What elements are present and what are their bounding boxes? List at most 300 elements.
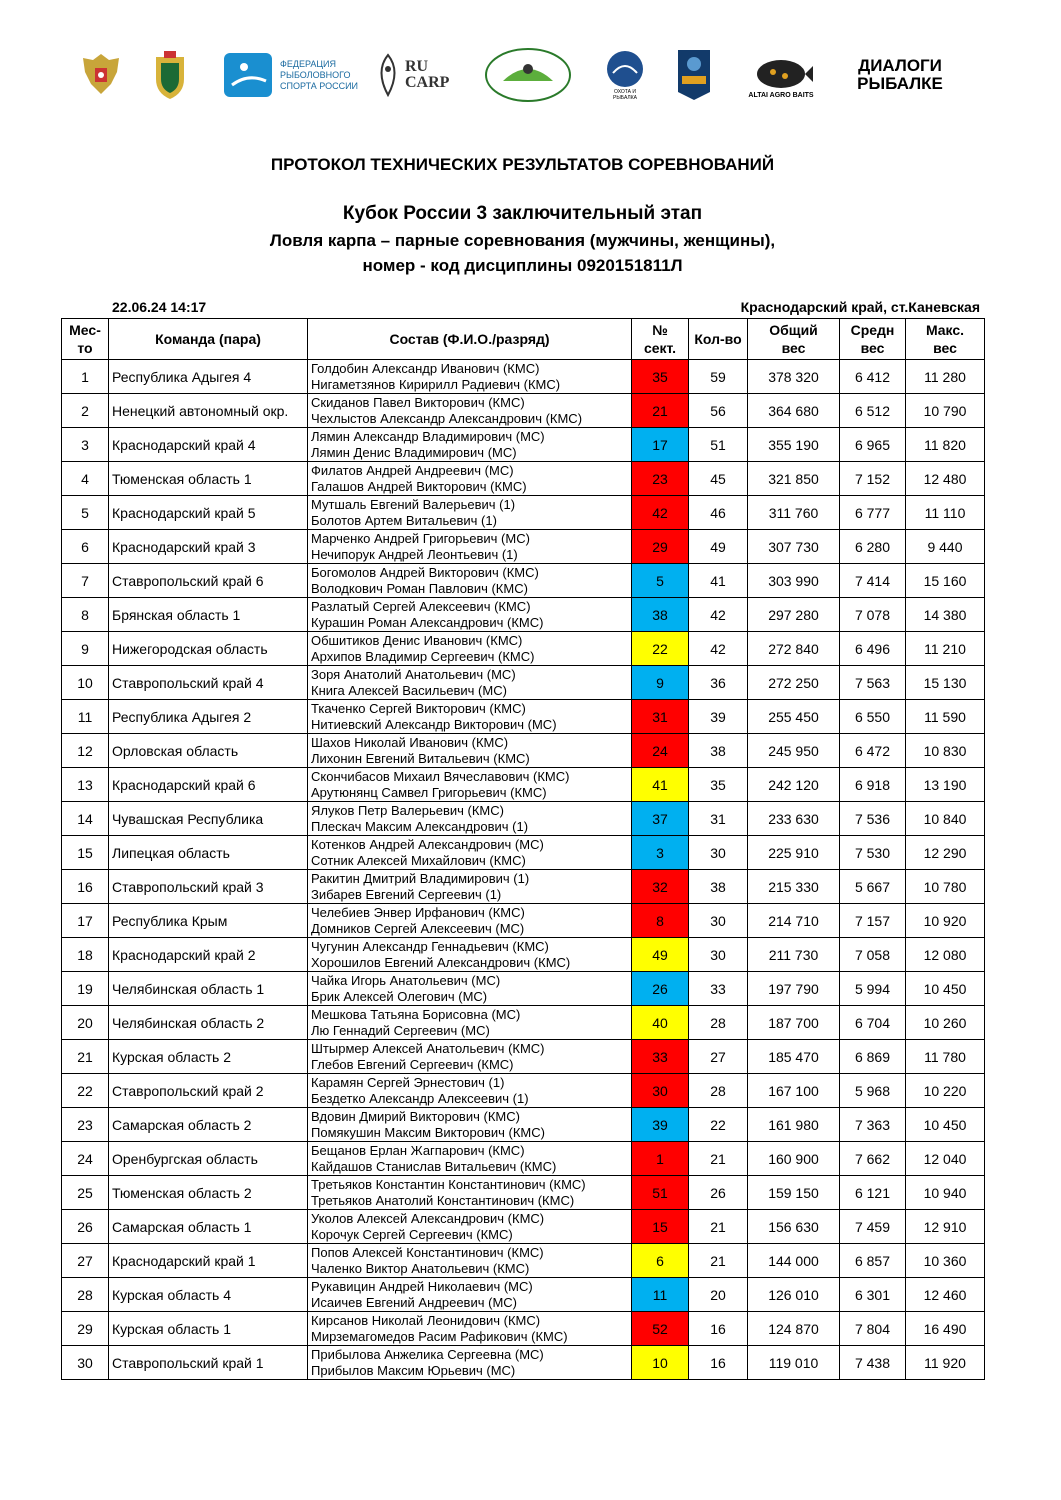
table-row: [62, 1210, 985, 1244]
total-weight-cell: 364 680: [748, 394, 840, 428]
place-cell: 23: [62, 1108, 109, 1142]
roster-cell: [308, 904, 632, 938]
header-team: Команда (пара): [109, 319, 308, 360]
protocol-datetime: 22.06.24 14:17: [112, 299, 207, 315]
member-2: Володкович Роман Павлович (КМС): [311, 580, 528, 596]
member-1: Лямин Александр Владимирович (МС): [311, 428, 545, 444]
member-1: Разлатый Сергей Алексеевич (КМС): [311, 598, 531, 614]
table-row: [62, 1176, 985, 1210]
member-1: Филатов Андрей Андреевич (МС): [311, 462, 514, 478]
roster-cell: [308, 1210, 632, 1244]
avg-weight-cell: 7 157: [840, 904, 906, 938]
total-weight-cell: 156 630: [748, 1210, 840, 1244]
team-cell: Республика Крым: [109, 904, 308, 938]
team-cell: Ставропольский край 4: [109, 666, 308, 700]
team-cell: Курская область 1: [109, 1312, 308, 1346]
avg-weight-cell: 5 994: [840, 972, 906, 1006]
avg-weight-cell: 6 301: [840, 1278, 906, 1312]
team-cell: Самарская область 1: [109, 1210, 308, 1244]
table-row: [62, 1278, 985, 1312]
avg-weight-cell: 7 152: [840, 462, 906, 496]
member-2: Корочук Сергей Сергеевич (КМС): [311, 1226, 513, 1242]
max-weight-cell: 10 940: [906, 1176, 985, 1210]
total-weight-cell: 185 470: [748, 1040, 840, 1074]
total-weight-cell: 161 980: [748, 1108, 840, 1142]
max-weight-cell: 12 040: [906, 1142, 985, 1176]
table-row: [62, 462, 985, 496]
max-weight-cell: 10 780: [906, 870, 985, 904]
member-1: Штырмер Алексей Анатольевич (КМС): [311, 1040, 545, 1056]
table-row: [62, 972, 985, 1006]
roster-cell: [308, 734, 632, 768]
max-weight-cell: 11 780: [906, 1040, 985, 1074]
avg-weight-cell: 7 078: [840, 598, 906, 632]
header-roster: Состав (Ф.И.О./разряд): [308, 319, 632, 360]
sector-cell: 39: [632, 1108, 689, 1142]
discipline-name: Ловля карпа – парные соревнования (мужчины, женщины),: [269, 231, 776, 250]
sector-cell: 17: [632, 428, 689, 462]
place-cell: 5: [62, 496, 109, 530]
member-2: Лихонин Евгений Витальевич (КМС): [311, 750, 530, 766]
avg-weight-cell: 6 512: [840, 394, 906, 428]
table-row: [62, 700, 985, 734]
member-2: Нигаметзянов Киририлл Радиевич (КМС): [311, 376, 561, 392]
table-row: [62, 1346, 985, 1380]
team-cell: Челябинская область 1: [109, 972, 308, 1006]
roster-cell: [308, 1244, 632, 1278]
roster-cell: [308, 938, 632, 972]
total-weight-cell: 297 280: [748, 598, 840, 632]
sector-cell: 23: [632, 462, 689, 496]
sector-cell: 10: [632, 1346, 689, 1380]
roster-cell: [308, 1278, 632, 1312]
avg-weight-cell: 5 968: [840, 1074, 906, 1108]
table-row: [62, 870, 985, 904]
team-cell: Брянская область 1: [109, 598, 308, 632]
member-1: Бещанов Ерлан Жагпарович (КМС): [311, 1142, 525, 1158]
team-cell: Челябинская область 2: [109, 1006, 308, 1040]
member-2: Курашин Роман Александрович (КМС): [311, 614, 544, 630]
roster-cell: [308, 768, 632, 802]
table-row: [62, 1040, 985, 1074]
header-place: Мес- то: [62, 319, 109, 360]
place-cell: 30: [62, 1346, 109, 1380]
russia-coat-of-arms: [78, 46, 124, 104]
count-cell: 16: [689, 1312, 748, 1346]
rucarp-logo: RU CARP: [368, 46, 458, 104]
member-2: Чаленко Виктор Анатольевич (КМС): [311, 1260, 530, 1276]
count-cell: 16: [689, 1346, 748, 1380]
count-cell: 41: [689, 564, 748, 598]
avg-weight-cell: 6 496: [840, 632, 906, 666]
place-cell: 16: [62, 870, 109, 904]
roster-cell: [308, 530, 632, 564]
max-weight-cell: 11 210: [906, 632, 985, 666]
avg-weight-cell: 6 918: [840, 768, 906, 802]
team-cell: Ненецкий автономный окр.: [109, 394, 308, 428]
max-weight-cell: 12 460: [906, 1278, 985, 1312]
federation-round-logo: [482, 46, 574, 104]
sector-cell: 6: [632, 1244, 689, 1278]
roster-cell: [308, 836, 632, 870]
team-cell: Чувашская Республика: [109, 802, 308, 836]
sector-cell: 33: [632, 1040, 689, 1074]
sector-cell: 3: [632, 836, 689, 870]
avg-weight-cell: 6 550: [840, 700, 906, 734]
header-count: Кол-во: [689, 319, 748, 360]
header-max-weight: Макс. вес: [906, 319, 985, 360]
count-cell: 21: [689, 1210, 748, 1244]
count-cell: 22: [689, 1108, 748, 1142]
place-cell: 14: [62, 802, 109, 836]
avg-weight-cell: 7 804: [840, 1312, 906, 1346]
avg-weight-cell: 6 472: [840, 734, 906, 768]
krasnodar-coat-of-arms: [148, 46, 192, 104]
team-cell: Краснодарский край 3: [109, 530, 308, 564]
roster-cell: [308, 972, 632, 1006]
sector-cell: 29: [632, 530, 689, 564]
count-cell: 21: [689, 1142, 748, 1176]
max-weight-cell: 15 160: [906, 564, 985, 598]
team-cell: Республика Адыгея 4: [109, 360, 308, 394]
member-1: Попов Алексей Константинович (КМС): [311, 1244, 544, 1260]
count-cell: 59: [689, 360, 748, 394]
sector-cell: 37: [632, 802, 689, 836]
avg-weight-cell: 7 058: [840, 938, 906, 972]
place-cell: 12: [62, 734, 109, 768]
place-cell: 17: [62, 904, 109, 938]
roster-cell: [308, 564, 632, 598]
team-cell: Краснодарский край 1: [109, 1244, 308, 1278]
count-cell: 35: [689, 768, 748, 802]
total-weight-cell: 311 760: [748, 496, 840, 530]
count-cell: 30: [689, 904, 748, 938]
avg-weight-cell: 7 363: [840, 1108, 906, 1142]
roster-cell: [308, 360, 632, 394]
table-row: [62, 1006, 985, 1040]
header-avg-weight: Средн вес: [840, 319, 906, 360]
sector-cell: 40: [632, 1006, 689, 1040]
count-cell: 26: [689, 1176, 748, 1210]
team-cell: Курская область 2: [109, 1040, 308, 1074]
total-weight-cell: 225 910: [748, 836, 840, 870]
member-1: Чугунин Александр Геннадьевич (КМС): [311, 938, 549, 954]
member-1: Вдовин Дмирий Викторович (КМС): [311, 1108, 520, 1124]
sector-cell: 41: [632, 768, 689, 802]
member-1: Челебиев Энвер Ирфанович (КМС): [311, 904, 525, 920]
table-row: [62, 1108, 985, 1142]
place-cell: 3: [62, 428, 109, 462]
sector-cell: 1: [632, 1142, 689, 1176]
member-1: Кирсанов Николай Леонидович (КМС): [311, 1312, 541, 1328]
place-cell: 22: [62, 1074, 109, 1108]
team-cell: Ставропольский край 2: [109, 1074, 308, 1108]
max-weight-cell: 12 290: [906, 836, 985, 870]
total-weight-cell: 215 330: [748, 870, 840, 904]
place-cell: 9: [62, 632, 109, 666]
member-1: Ракитин Дмитрий Владимирович (1): [311, 870, 530, 886]
member-1: Ялуков Петр Валерьевич (КМС): [311, 802, 504, 818]
count-cell: 30: [689, 938, 748, 972]
roster-cell: [308, 462, 632, 496]
max-weight-cell: 15 130: [906, 666, 985, 700]
altai-agro-baits-logo: ALTAI AGRO BAITS: [746, 46, 816, 104]
total-weight-cell: 272 250: [748, 666, 840, 700]
member-1: Обшитиков Денис Иванович (КМС): [311, 632, 523, 648]
count-cell: 20: [689, 1278, 748, 1312]
count-cell: 27: [689, 1040, 748, 1074]
table-row: [62, 1312, 985, 1346]
total-weight-cell: 124 870: [748, 1312, 840, 1346]
max-weight-cell: 11 820: [906, 428, 985, 462]
max-weight-cell: 12 080: [906, 938, 985, 972]
table-row: [62, 938, 985, 972]
member-2: Болотов Артем Витальевич (1): [311, 512, 497, 528]
member-1: Богомолов Андрей Викторович (КМС): [311, 564, 539, 580]
sector-cell: 26: [632, 972, 689, 1006]
sector-cell: 24: [632, 734, 689, 768]
place-cell: 2: [62, 394, 109, 428]
sector-cell: 15: [632, 1210, 689, 1244]
roster-cell: [308, 394, 632, 428]
member-1: Мешкова Татьяна Борисовна (МС): [311, 1006, 521, 1022]
roster-cell: [308, 870, 632, 904]
team-cell: Краснодарский край 6: [109, 768, 308, 802]
member-1: Уколов Алексей Александрович (КМС): [311, 1210, 545, 1226]
place-cell: 13: [62, 768, 109, 802]
table-row: [62, 666, 985, 700]
table-row: [62, 598, 985, 632]
member-2: Брик Алексей Олегович (МС): [311, 988, 488, 1004]
place-cell: 8: [62, 598, 109, 632]
avg-weight-cell: 6 121: [840, 1176, 906, 1210]
avg-weight-cell: 6 777: [840, 496, 906, 530]
roster-cell: [308, 1074, 632, 1108]
max-weight-cell: 11 280: [906, 360, 985, 394]
team-cell: Нижегородская область: [109, 632, 308, 666]
avg-weight-cell: 6 704: [840, 1006, 906, 1040]
table-row: [62, 496, 985, 530]
team-cell: Ставропольский край 6: [109, 564, 308, 598]
total-weight-cell: 307 730: [748, 530, 840, 564]
member-2: Мирземагомедов Расим Рафикович (КМС): [311, 1328, 568, 1344]
page-title: ПРОТОКОЛ ТЕХНИЧЕСКИХ РЕЗУЛЬТАТОВ СОРЕВНОВАНИЙ: [270, 155, 775, 174]
discipline-code: номер - код дисциплины 0920151811Л: [362, 256, 683, 275]
max-weight-cell: 10 840: [906, 802, 985, 836]
member-1: Мутшаль Евгений Валерьевич (1): [311, 496, 516, 512]
member-2: Зибарев Евгений Сергеевич (1): [311, 886, 502, 902]
total-weight-cell: 272 840: [748, 632, 840, 666]
member-2: Книга Алексей Васильевич (МС): [311, 682, 507, 698]
roster-cell: [308, 428, 632, 462]
member-2: Третьяков Анатолий Константинович (КМС): [311, 1192, 575, 1208]
team-cell: Краснодарский край 4: [109, 428, 308, 462]
roster-cell: [308, 1040, 632, 1074]
roster-cell: [308, 1312, 632, 1346]
header-total-weight: Общий вес: [748, 319, 840, 360]
max-weight-cell: 10 450: [906, 972, 985, 1006]
total-weight-cell: 242 120: [748, 768, 840, 802]
roster-cell: [308, 598, 632, 632]
count-cell: 45: [689, 462, 748, 496]
total-weight-cell: 159 150: [748, 1176, 840, 1210]
table-row: [62, 564, 985, 598]
total-weight-cell: 160 900: [748, 1142, 840, 1176]
total-weight-cell: 233 630: [748, 802, 840, 836]
competition-name: Кубок России 3 заключительный этап: [342, 203, 703, 224]
max-weight-cell: 12 480: [906, 462, 985, 496]
member-1: Котенков Андрей Александрович (МС): [311, 836, 544, 852]
place-cell: 15: [62, 836, 109, 870]
count-cell: 33: [689, 972, 748, 1006]
avg-weight-cell: 5 667: [840, 870, 906, 904]
team-cell: Тюменская область 2: [109, 1176, 308, 1210]
badge-logo: [674, 46, 714, 104]
total-weight-cell: 144 000: [748, 1244, 840, 1278]
roster-cell: [308, 700, 632, 734]
table-row: [62, 1142, 985, 1176]
max-weight-cell: 10 830: [906, 734, 985, 768]
total-weight-cell: 167 100: [748, 1074, 840, 1108]
table-row: [62, 768, 985, 802]
count-cell: 46: [689, 496, 748, 530]
member-2: Бездетко Александр Алексеевич (1): [311, 1090, 529, 1106]
count-cell: 31: [689, 802, 748, 836]
sector-cell: 38: [632, 598, 689, 632]
total-weight-cell: 245 950: [748, 734, 840, 768]
table-row: [62, 1244, 985, 1278]
team-cell: Ставропольский край 1: [109, 1346, 308, 1380]
competition-location: Краснодарский край, ст.Каневская: [740, 299, 980, 315]
count-cell: 39: [689, 700, 748, 734]
team-cell: Курская область 4: [109, 1278, 308, 1312]
table-row: [62, 632, 985, 666]
sector-cell: 35: [632, 360, 689, 394]
place-cell: 19: [62, 972, 109, 1006]
member-1: Шахов Николай Иванович (КМС): [311, 734, 509, 750]
place-cell: 20: [62, 1006, 109, 1040]
place-cell: 6: [62, 530, 109, 564]
sector-cell: 42: [632, 496, 689, 530]
member-1: Ткаченко Сергей Викторович (КМС): [311, 700, 526, 716]
place-cell: 28: [62, 1278, 109, 1312]
member-2: Лямин Денис Владимирович (МС): [311, 444, 517, 460]
total-weight-cell: 255 450: [748, 700, 840, 734]
max-weight-cell: 11 920: [906, 1346, 985, 1380]
sector-cell: 31: [632, 700, 689, 734]
max-weight-cell: 10 260: [906, 1006, 985, 1040]
total-weight-cell: 197 790: [748, 972, 840, 1006]
count-cell: 36: [689, 666, 748, 700]
member-2: Кайдашов Станислав Витальевич (КМС): [311, 1158, 557, 1174]
max-weight-cell: 10 920: [906, 904, 985, 938]
place-cell: 4: [62, 462, 109, 496]
sector-cell: 9: [632, 666, 689, 700]
sector-cell: 49: [632, 938, 689, 972]
member-2: Сотник Алексей Михайлович (КМС): [311, 852, 526, 868]
member-2: Глебов Евгений Сергеевич (КМС): [311, 1056, 514, 1072]
avg-weight-cell: 6 965: [840, 428, 906, 462]
member-2: Домников Сергей Алексеевич (МС): [311, 920, 525, 936]
place-cell: 27: [62, 1244, 109, 1278]
member-1: Голдобин Александр Иванович (КМС): [311, 360, 540, 376]
count-cell: 28: [689, 1006, 748, 1040]
avg-weight-cell: 7 662: [840, 1142, 906, 1176]
max-weight-cell: 10 790: [906, 394, 985, 428]
table-row: [62, 530, 985, 564]
place-cell: 21: [62, 1040, 109, 1074]
member-1: Скончибасов Михаил Вячеславович (КМС): [311, 768, 570, 784]
member-1: Рукавицин Андрей Николаевич (МС): [311, 1278, 533, 1294]
member-2: Помякушин Максим Викторович (КМС): [311, 1124, 545, 1140]
avg-weight-cell: 7 438: [840, 1346, 906, 1380]
hunting-fishing-logo: ОХОТА И РЫБАЛКА: [602, 46, 648, 104]
roster-cell: [308, 1346, 632, 1380]
sector-cell: 8: [632, 904, 689, 938]
table-row: [62, 428, 985, 462]
count-cell: 51: [689, 428, 748, 462]
team-cell: Краснодарский край 5: [109, 496, 308, 530]
table-row: [62, 802, 985, 836]
results-table: [61, 318, 985, 1380]
member-2: Плескач Максим Александрович (1): [311, 818, 529, 834]
member-2: Хорошилов Евгений Александрович (КМС): [311, 954, 571, 970]
max-weight-cell: 10 220: [906, 1074, 985, 1108]
max-weight-cell: 11 590: [906, 700, 985, 734]
total-weight-cell: 126 010: [748, 1278, 840, 1312]
sector-cell: 30: [632, 1074, 689, 1108]
avg-weight-cell: 7 414: [840, 564, 906, 598]
member-1: Третьяков Константин Константинович (КМС): [311, 1176, 586, 1192]
roster-cell: [308, 1142, 632, 1176]
member-1: Зоря Анатолий Анатольевич (МС): [311, 666, 516, 682]
total-weight-cell: 211 730: [748, 938, 840, 972]
max-weight-cell: 14 380: [906, 598, 985, 632]
team-cell: Республика Адыгея 2: [109, 700, 308, 734]
place-cell: 25: [62, 1176, 109, 1210]
roster-cell: [308, 1006, 632, 1040]
table-row: [62, 394, 985, 428]
total-weight-cell: 303 990: [748, 564, 840, 598]
member-1: Чайка Игорь Анатольевич (МС): [311, 972, 501, 988]
member-2: Исаичев Евгений Андреевич (МС): [311, 1294, 517, 1310]
member-1: Марченко Андрей Григорьевич (МС): [311, 530, 530, 546]
member-2: Лю Геннадий Сергеевич (МС): [311, 1022, 490, 1038]
sector-cell: 11: [632, 1278, 689, 1312]
count-cell: 28: [689, 1074, 748, 1108]
sector-cell: 32: [632, 870, 689, 904]
roster-cell: [308, 632, 632, 666]
member-1: Карамян Сергей Эрнестович (1): [311, 1074, 505, 1090]
roster-cell: [308, 1108, 632, 1142]
max-weight-cell: 13 190: [906, 768, 985, 802]
sector-cell: 5: [632, 564, 689, 598]
member-2: Нечипорук Андрей Леонтьевич (1): [311, 546, 518, 562]
table-row: [62, 1074, 985, 1108]
member-2: Нитиевский Александр Викторович (МС): [311, 716, 557, 732]
avg-weight-cell: 6 857: [840, 1244, 906, 1278]
header-sector: № сект.: [632, 319, 689, 360]
place-cell: 24: [62, 1142, 109, 1176]
table-row: [62, 360, 985, 394]
table-row: [62, 904, 985, 938]
place-cell: 11: [62, 700, 109, 734]
max-weight-cell: 9 440: [906, 530, 985, 564]
roster-cell: [308, 666, 632, 700]
team-cell: Оренбургская область: [109, 1142, 308, 1176]
count-cell: 42: [689, 632, 748, 666]
place-cell: 1: [62, 360, 109, 394]
